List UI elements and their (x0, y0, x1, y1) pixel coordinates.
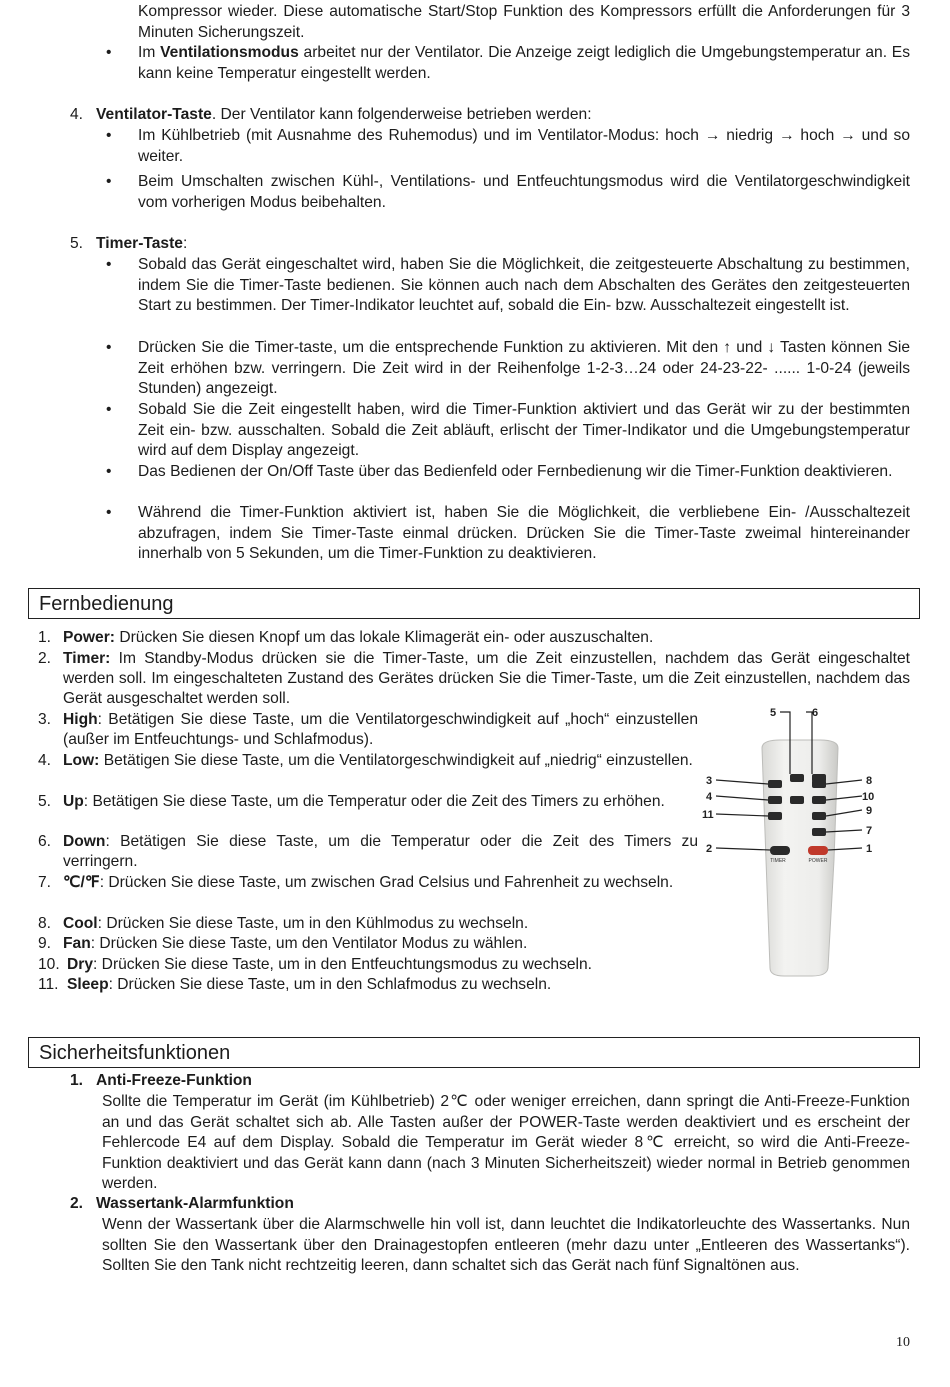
remote-item: 4. Low: Betätigen Sie diese Taste, um die Ventilatorgeschwindigkeit auf „niedrig“ einzustellen. (38, 752, 693, 769)
bullet-text: Im Ventilationsmodus arbeitet nur der Ventilator. Die Anzeige zeigt lediglich die Umgebungstemperatur an. Es kann keine Temperatur eingestellt werden. (138, 44, 910, 82)
section-header-safety (28, 1037, 920, 1068)
bullet-text: Beim Umschalten zwischen Kühl-, Ventilations- und Entfeuchtungsmodus wird die Ventilatorgeschwindigkeit vom vorherigen Modus beibehalten. (138, 173, 910, 211)
remote-item: 5. Up: Betätigen Sie diese Taste, um die Temperatur oder die Zeit des Timers zu erhöhen. (38, 793, 665, 810)
remote-item: 3. High: Betätigen Sie diese Taste, um die Ventilatorgeschwindigkeit auf „hoch“ einzustellen (außer im Entfeuchtungs- und Schlafmodus). (38, 711, 698, 749)
remote-btn-power (808, 846, 828, 855)
bullet-dot: • (106, 401, 112, 418)
remote-item: 7. ℃/℉: Drücken Sie diese Taste, um zwischen Grad Celsius und Fahrenheit zu wechseln. (38, 874, 674, 891)
remote-btn-power-text: POWER (808, 858, 828, 864)
remote-btn-low (768, 796, 782, 804)
bullet-text: Drücken Sie die Timer-taste, um die entsprechende Funktion zu aktivieren. Mit den ↑ und ↓ Tasten können Sie Zeit erhöhen bzw. verringern. Die Zeit wird in der Reihenfolge 1-2-3…24 oder 24-23-22- ...... 1-0-24 (jeweils Stunden) angezeigt. (138, 339, 910, 397)
remote-item: 9. Fan: Drücken Sie diese Taste, um den Ventilator Modus zu wählen. (38, 935, 528, 952)
item5-bullet (106, 255, 910, 317)
remote-item: 10. Dry: Drücken Sie diese Taste, um in den Entfeuchtungsmodus zu wechseln. (38, 956, 593, 973)
item5-bullet (106, 400, 910, 462)
safety-item-title: 2. Wassertank-Alarmfunktion (70, 1195, 294, 1212)
remote-control-figure (700, 700, 890, 985)
callout-label: 2 (706, 843, 713, 855)
item4-bullet-1 (106, 126, 910, 167)
callout-label: 8 (866, 775, 873, 787)
safety-item-text: Wenn der Wassertank über die Alarmschwelle hin voll ist, dann leuchtet die Indikatorleuchte des Wassertanks. Nun sollten Sie den Wassertank über den Drainagestopfen entleeren (mehr dazu unter „Entleeren des Wassertanks“). Sollten Sie den Tank nicht rechtzeitig leeren, dann schaltet sich das Gerät nach fünf Signaltönen aus. (102, 1216, 910, 1274)
remote-item: 1. Power: Drücken Sie diesen Knopf um das lokale Klimagerät ein- oder auszuschalten. (38, 629, 654, 646)
item5-bullet (106, 338, 910, 400)
callout-label: 3 (706, 775, 713, 787)
item5-bullet (106, 462, 910, 483)
callout-label: 6 (812, 707, 819, 719)
bullet-dot: • (106, 339, 112, 356)
remote-btn-extra (812, 828, 826, 836)
bullet-text: Sobald das Gerät eingeschaltet wird, haben Sie die Möglichkeit, die zeitgesteuerte Abschaltung zu bestimmen, indem Sie die Timer-Taste bedienen. Sie können auch nach dem Abschalten des Gerätes den zeitgesteuerten Start zu bestimmen. Der Timer-Indikator leuchtet auf, sobald die Ein- bzw. Ausschaltezeit eingestellt ist. (138, 256, 910, 314)
remote-btn-dry (812, 812, 826, 820)
bullet-text: Während die Timer-Funktion aktiviert ist, haben Sie die Möglichkeit, die verbliebene Ein- /Ausschaltezeit abzufragen, indem Sie Timer-Taste einmal drücken. Drücken Sie die Timer-Taste zweimal hintereinander innerhalb von 5 Sekunden, um die Timer-Funktion zu deaktivieren. (138, 504, 910, 562)
callout-label: 5 (770, 707, 777, 719)
intro-continuation: Kompressor wieder. Diese automatische Start/Stop Funktion des Kompressors erfüllt die Anforderungen für 3 Minuten Sicherungszeit. (138, 3, 910, 41)
callout-label: 7 (866, 825, 873, 837)
remote-item: 6. Down: Betätigen Sie diese Taste, um die Temperatur oder die Zeit des Timers zu verringern. (38, 833, 698, 871)
bullet-dot: • (106, 463, 112, 480)
item4-heading: 4. Ventilator-Taste. Der Ventilator kann folgenderweise betrieben werden: (70, 106, 592, 123)
remote-btn-timer-text: TIMER (770, 858, 786, 864)
bullet-dot: • (106, 256, 112, 273)
remote-btn-celsius (790, 796, 804, 804)
remote-btn-fan (812, 796, 826, 804)
bullet-dot: • (106, 504, 112, 521)
remote-item: 2. Timer: Im Standby-Modus drücken sie die Timer-Taste, um die Zeit einzustellen, nachdem das Gerät eingeschaltet werden soll. Im eingeschalteten Zustand des Gerätes drücken Sie die Timer-Taste, um die Zeit einzustellen, nachdem das Gerät ausgeschaltet werden soll. (38, 650, 910, 708)
remote-item: 11. Sleep: Drücken Sie diese Taste, um in den Schlafmodus zu wechseln. (38, 976, 552, 993)
page-number: 10 (896, 1335, 910, 1350)
bullet-dot: • (106, 127, 112, 144)
bullet-text: Das Bedienen der On/Off Taste über das Bedienfeld oder Fernbedienung wir die Timer-Funktion deaktivieren. (138, 463, 893, 480)
bullet-text: Im Kühlbetrieb (mit Ausnahme des Ruhemodus) und im Ventilator-Modus: hoch → niedrig → hoch → und so weiter. (138, 127, 910, 165)
bullet-ventilation-mode (106, 43, 910, 84)
bullet-dot: • (106, 173, 112, 190)
callout-label: 10 (862, 791, 875, 803)
item5-bullet (106, 503, 910, 565)
section-title: Fernbedienung (39, 593, 174, 615)
remote-item: 8. Cool: Drücken Sie diese Taste, um in den Kühlmodus zu wechseln. (38, 915, 529, 932)
callout-label: 11 (702, 809, 714, 821)
remote-control-illustration (700, 700, 890, 985)
callout-label: 9 (866, 805, 873, 817)
section-header-remote (28, 588, 920, 619)
safety-item-text: Sollte die Temperatur im Gerät (im Kühlbetrieb) 2℃ oder weniger erreichen, dann springt die Anti-Freeze-Funktion an und das Gerät schaltet sich ab. Alle Tasten außer der POWER-Taste werden deaktiviert und es erscheint der Fehlercode E4 auf dem Display. Sobald die Temperatur im Gerät wieder 8℃ erreicht, so wird die Anti-Freeze-Funktion deaktiviert und das Gerät kann dann (nach 3 Minuten Sicherheitszeit) wieder normal in Betrieb genommen werden. (102, 1093, 910, 1192)
callout-label: 4 (706, 791, 713, 803)
bullet-dot: • (106, 44, 112, 61)
remote-btn-timer (770, 846, 790, 855)
safety-item-title: 1. Anti-Freeze-Funktion (70, 1072, 252, 1089)
remote-btn-high (768, 780, 782, 788)
section-title: Sicherheitsfunktionen (39, 1042, 231, 1064)
remote-btn-cool (812, 780, 826, 788)
remote-btn-sleep (768, 812, 782, 820)
bullet-text: Sobald Sie die Zeit eingestellt haben, wird die Timer-Funktion aktiviert und das Gerät wir zu der bestimmten Zeit ein- bzw. ausschalten. Sobald die Zeit abläuft, erlischt der Timer-Indikator und die Umgebungstemperatur wird auf dem Display angezeigt. (138, 401, 910, 459)
remote-btn-up (790, 774, 804, 782)
item5-heading: 5. Timer-Taste: (70, 235, 188, 252)
item4-bullet-2 (106, 172, 910, 213)
callout-label: 1 (866, 843, 873, 855)
